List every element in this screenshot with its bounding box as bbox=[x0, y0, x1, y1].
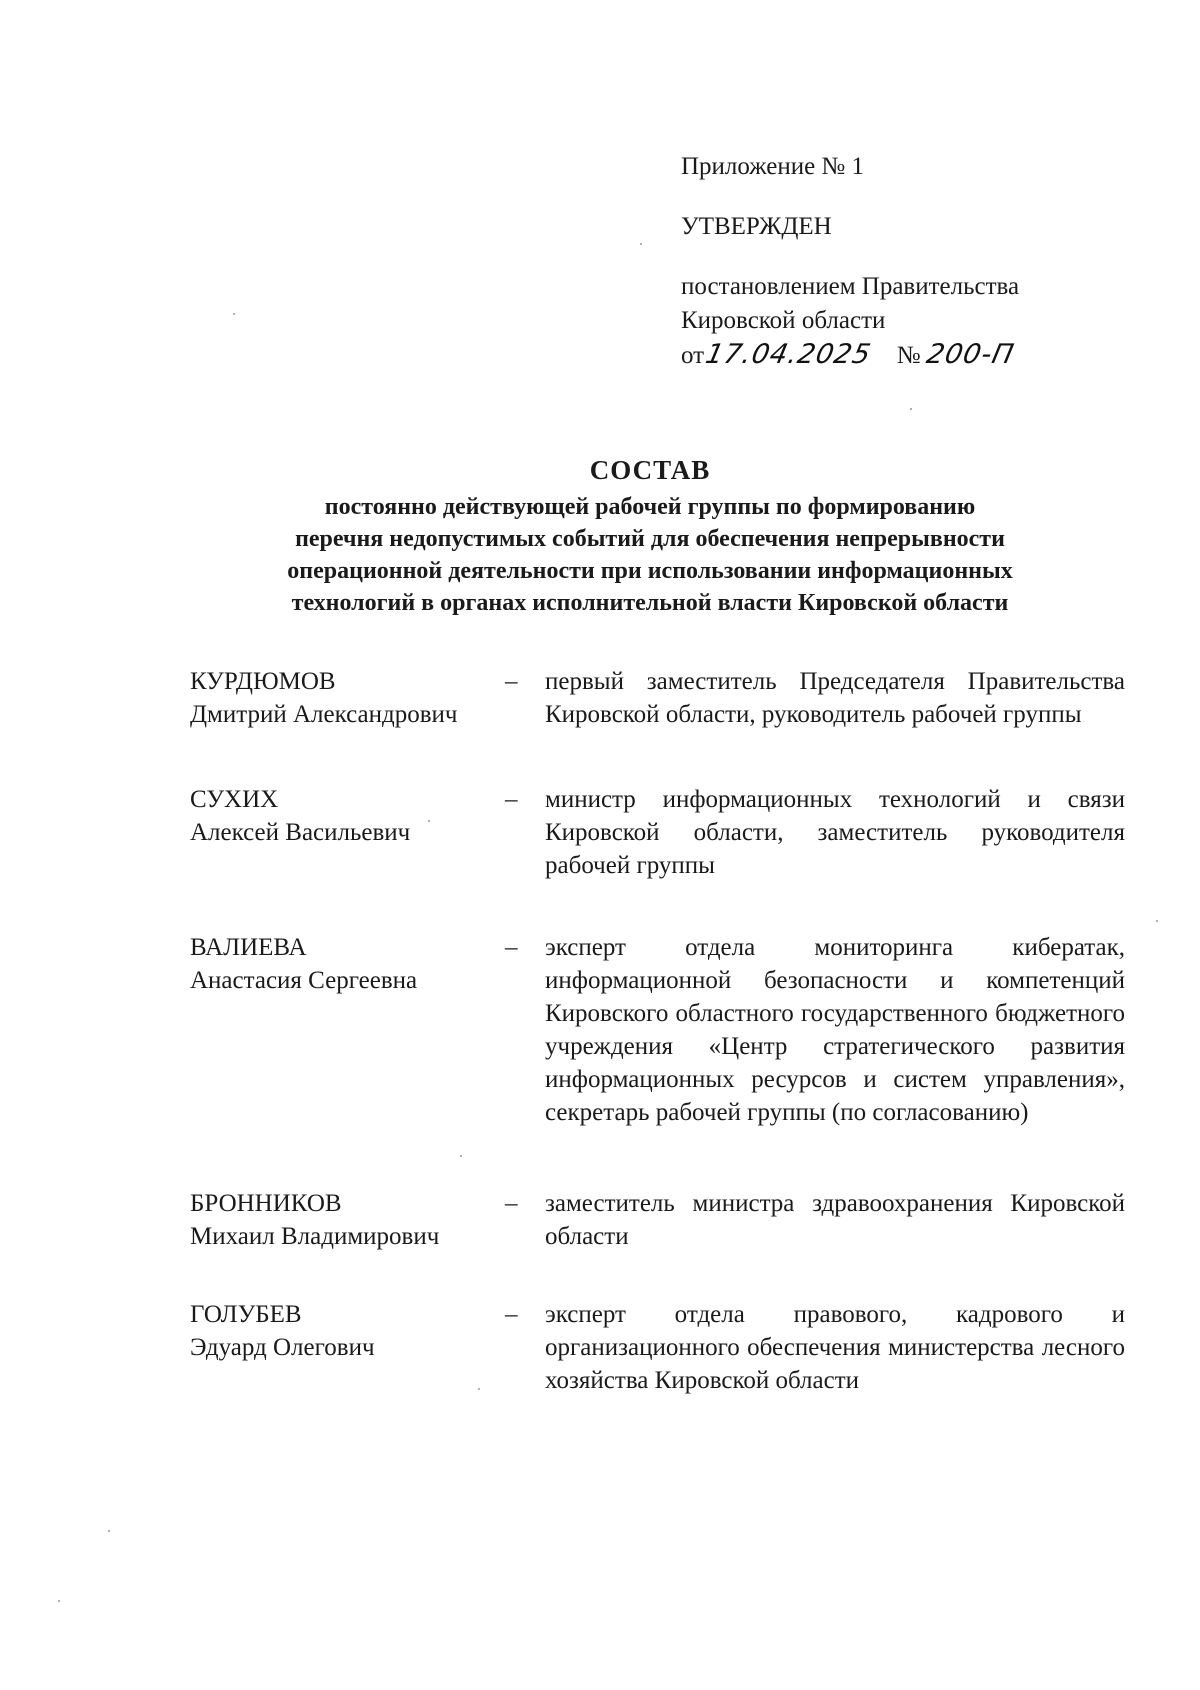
member-role: эксперт отдела мониторинга кибератак, информационной безопасности и компетенций Кировского областного государственного бюджетного учреждения «Центр стратегического развития информационных ресурсов и систем управления», секретарь рабочей группы (по согласованию) bbox=[545, 934, 1125, 1126]
member-name bbox=[190, 1298, 530, 1397]
scan-speck bbox=[478, 1388, 480, 1390]
appendix-number: Приложение № 1 bbox=[681, 153, 865, 180]
handwritten-number: 200-П bbox=[923, 339, 1017, 370]
member-name bbox=[190, 783, 530, 882]
subtitle-line-1: постоянно действующей рабочей группы по формированию bbox=[324, 494, 976, 520]
member-given-name: Михаил Владимирович bbox=[190, 1223, 440, 1250]
members-list bbox=[190, 665, 1135, 1397]
scan-speck bbox=[1156, 920, 1158, 922]
member-role: министр информационных технологий и связи Кировской области, заместитель руководителя рабочей группы bbox=[545, 786, 1125, 879]
member-given-name: Алексей Васильевич bbox=[190, 819, 411, 846]
member-surname: ВАЛИЕВА bbox=[190, 934, 307, 961]
scan-speck bbox=[460, 1155, 462, 1157]
member-item bbox=[190, 1187, 1135, 1253]
decree-line-1: постановлением Правительства bbox=[681, 273, 1020, 300]
member-item bbox=[190, 931, 1135, 1129]
member-dash: – bbox=[505, 1301, 518, 1328]
title-main: СОСТАВ bbox=[589, 455, 711, 485]
subtitle-line-4: технологий в органах исполнительной власти Кировской области bbox=[291, 590, 1009, 616]
member-surname: СУХИХ bbox=[190, 786, 279, 813]
title-subtitle bbox=[150, 491, 1150, 619]
decree-line-2: Кировской области bbox=[681, 307, 886, 334]
number-prefix: № bbox=[896, 342, 921, 369]
member-dash: – bbox=[505, 1190, 518, 1217]
member-item bbox=[190, 1298, 1135, 1397]
member-given-name: Эдуард Олегович bbox=[190, 1334, 375, 1361]
member-dash: – bbox=[505, 668, 518, 695]
member-role: эксперт отдела правового, кадрового и организационного обеспечения министерства лесного хозяйства Кировской области bbox=[545, 1301, 1125, 1394]
scan-speck bbox=[233, 313, 235, 315]
appendix-header bbox=[681, 150, 1141, 373]
member-dash: – bbox=[505, 786, 518, 813]
member-item bbox=[190, 665, 1135, 731]
member-surname: БРОННИКОВ bbox=[190, 1190, 342, 1217]
handwritten-date: 17.04.2025 bbox=[702, 339, 875, 370]
scan-speck bbox=[640, 243, 642, 245]
member-item bbox=[190, 783, 1135, 882]
member-given-name: Дмитрий Александрович bbox=[190, 701, 458, 728]
scan-speck bbox=[910, 408, 912, 410]
subtitle-line-2: перечня недопустимых событий для обеспечения непрерывности bbox=[295, 526, 1005, 552]
member-name bbox=[190, 1187, 530, 1253]
approved-label: УТВЕРЖДЕН bbox=[681, 213, 832, 240]
document-title bbox=[150, 452, 1150, 619]
date-prefix: от bbox=[681, 342, 705, 369]
member-name bbox=[190, 931, 530, 1129]
decree-date-line bbox=[681, 338, 1141, 373]
member-name bbox=[190, 665, 530, 731]
scan-speck bbox=[108, 1530, 110, 1532]
member-given-name: Анастасия Сергеевна bbox=[190, 967, 418, 994]
member-surname: КУРДЮМОВ bbox=[190, 668, 336, 695]
subtitle-line-3: операционной деятельности при использовании информационных bbox=[287, 558, 1013, 584]
scan-speck bbox=[58, 1600, 60, 1602]
member-surname: ГОЛУБЕВ bbox=[190, 1301, 302, 1328]
scan-speck bbox=[428, 820, 430, 822]
member-dash: – bbox=[505, 934, 518, 961]
member-role: заместитель министра здравоохранения Кировской области bbox=[545, 1190, 1125, 1250]
member-role: первый заместитель Председателя Правительства Кировской области, руководитель рабочей группы bbox=[545, 668, 1125, 728]
